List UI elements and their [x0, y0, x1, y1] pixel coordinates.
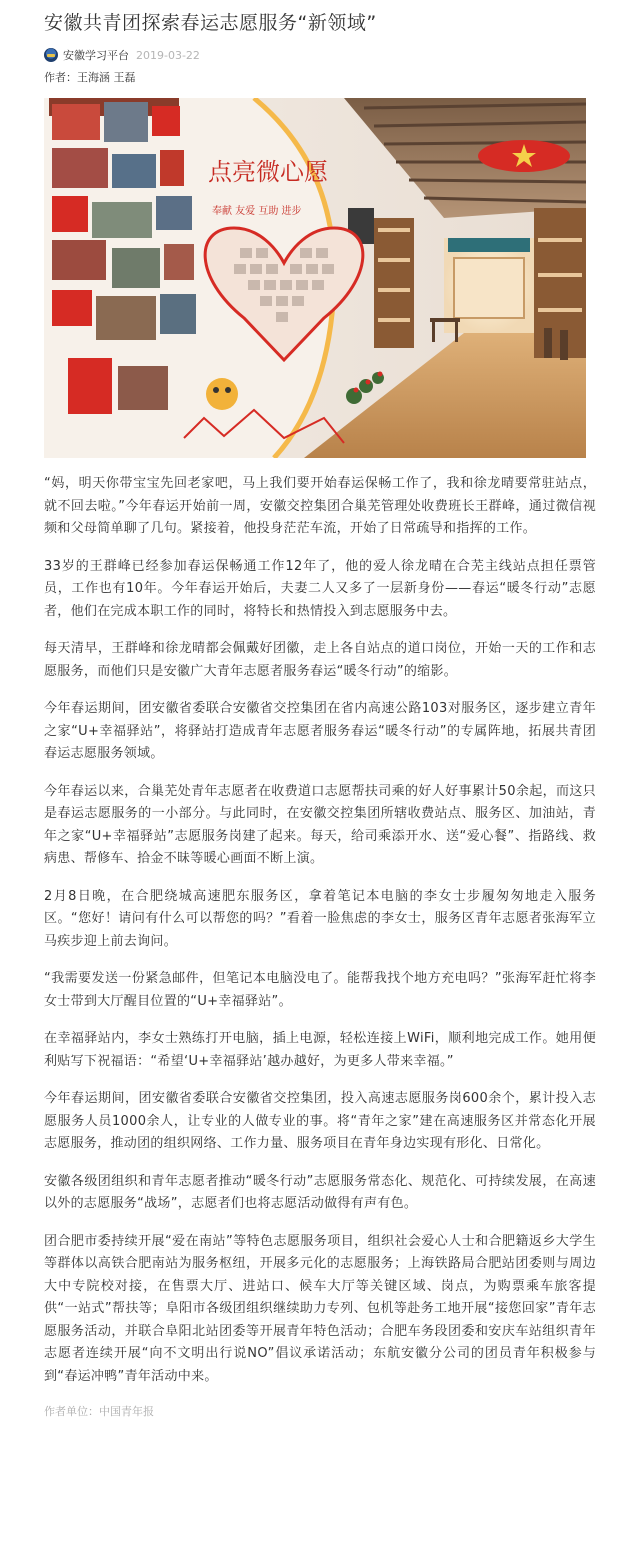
article-authors: 作者：王海涵 王磊 [44, 71, 136, 84]
article-meta [44, 47, 596, 63]
paragraph: 团合肥市委持续开展“爱在南站”等特色志愿服务项目，组织社会爱心人士和合肥籍返乡大学生等群体以高铁合肥南站为服务枢纽，开展多元化的志愿服务；上海铁路局合肥站团委则与周边大中专院校对接，在售票大厅、进站口、候车大厅等关键区域、岗点，为购票乘车旅客提供“一站式”帮扶等；阜阳市各级团组织继续助力专列、包机等赴务工地开展“接您回家”青年志愿服务活动，并联合阜阳北站团委等开展青年特色活动；合肥车务段团委和安庆车站组织青年志愿者连续开展“向不文明出行说NO”倡议承诺活动；东航安徽分公司的团员青年积极参与到“春运冲鸭”青年活动中来。 [44, 1233, 596, 1384]
paragraph: 在幸福驿站内，李女士熟练打开电脑，插上电源，轻松连接上WiFi，顺利地完成工作。她用便利贴写下祝福语：“希望‘U+幸福驿站’越办越好，为更多人带来幸福。” [44, 1031, 596, 1069]
paragraph: 33岁的王群峰已经参加春运保畅通工作12年了，他的爱人徐龙晴在合芜主线站点担任票管员，工作也有10年。今年春运开始后，夫妻二人又多了一层新身份——春运“暖冬行动”志愿者，他们在完成本职工作的同时，将特长和热情投入到志愿服务中去。 [44, 558, 596, 619]
paragraph: “我需要发送一份紧急邮件，但笔记本电脑没电了。能帮我找个地方充电吗？”张海军赶忙将李女士带到大厅醒目位置的“U+幸福驿站”。 [44, 971, 596, 1009]
article-title: 安徽共青团探索春运志愿服务“新领域” [44, 12, 377, 34]
paragraph: 每天清早，王群峰和徐龙晴都会佩戴好团徽，走上各自站点的道口岗位，开始一天的工作和志愿服务，而他们只是安徽广大青年志愿者服务春运“暖冬行动”的缩影。 [44, 641, 596, 679]
hero-wall-title: 点亮微心愿 [208, 158, 328, 186]
paragraph: 今年春运以来，合巢芜处青年志愿者在收费道口志愿帮扶司乘的好人好事累计50余起，而这只是春运志愿服务的一小部分。与此同时，在安徽交控集团所辖收费站点、服务区、加油站，青年之家“U+幸福驿站”志愿服务岗建了起来。每天，给司乘添开水、送“爱心餐”、指路线、救病患、帮修车、拾金不昧等暖心画面不断上演。 [44, 783, 596, 866]
hero-image [44, 98, 586, 458]
paragraph: “妈，明天你带宝宝先回老家吧，马上我们要开始春运保畅工作了，我和徐龙晴要常驻站点，就不回去啦。”今年春运开始前一周，安徽交控集团合巢芜管理处收费班长王群峰，通过微信视频和父母简单聊了几句。紧接着，他投身茫茫车流，开始了日常疏导和指挥的工作。 [44, 476, 596, 536]
source-avatar-icon [44, 48, 58, 62]
paragraph: 安徽各级团组织和青年志愿者推动“暖冬行动”志愿服务常态化、规范化、可持续发展，在高速以外的志愿服务“战场”，志愿者们也将志愿活动做得有声有色。 [44, 1173, 596, 1211]
paragraph: 今年春运期间，团安徽省委联合安徽省交控集团在省内高速公路103对服务区，逐步建立青年之家“U+幸福驿站”，将驿站打造成青年志愿者服务春运“暖冬行动”的专属阵地，拓展共青团春运志愿服务领域。 [44, 701, 596, 761]
paragraph: 2月8日晚，在合肥绕城高速肥东服务区，拿着笔记本电脑的李女士步履匆匆地走入服务区。“您好！请问有什么可以帮您的吗？”看着一脸焦虑的李女士，服务区青年志愿者张海军立马疾步迎上前去询问。 [44, 888, 596, 949]
article-body [44, 473, 596, 1388]
publish-date: 2019-03-22 [136, 48, 200, 62]
author-affiliation: 作者单位：中国青年报 [44, 1405, 154, 1418]
source-name[interactable]: 安徽学习平台 [63, 49, 129, 62]
hero-photo-illustration [44, 98, 586, 458]
hero-wall-subtitle: 奉献 友爱 互助 进步 [212, 206, 302, 217]
paragraph: 今年春运期间，团安徽省委联合安徽省交控集团，投入高速志愿服务岗600余个，累计投入志愿服务人员1000余人，让专业的人做专业的事。将“青年之家”建在高速服务区并常态化开展志愿服务，推动团的组织网络、工作力量、服务项目在青年身边实现有形化、日常化。 [44, 1091, 596, 1151]
